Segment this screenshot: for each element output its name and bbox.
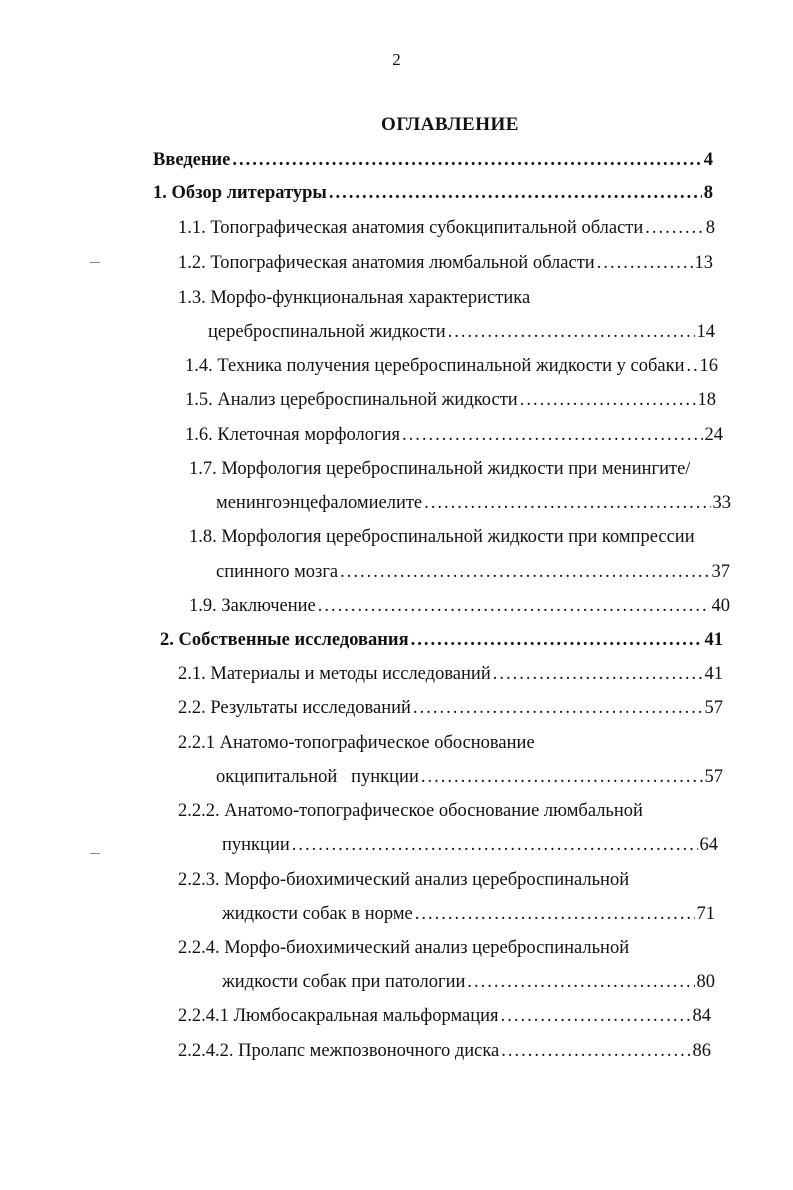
toc-entry-text: 2.2.2. Анатомо-топографическое обоснование люмбальной: [178, 801, 643, 821]
toc-entry-text: жидкости собак при патологии: [222, 972, 466, 992]
toc-entry-text: пункции: [222, 835, 290, 855]
scan-artifact-mark: [90, 853, 100, 854]
toc-entry-page: 13: [694, 253, 713, 273]
toc-entry-text: 1.7. Морфология цереброспинальной жидкости при менингите/: [189, 459, 691, 479]
toc-leader: [232, 148, 701, 172]
toc-leader: [318, 594, 710, 618]
toc-entry-text: 2.2.1 Анатомо-топографическое обоснование: [178, 733, 535, 753]
toc-entry-page: 14: [696, 322, 715, 342]
toc-entry-1-1[interactable]: [178, 216, 715, 240]
toc-entry-2[interactable]: [160, 628, 723, 652]
toc-leader: [520, 388, 696, 412]
toc-entry-page: 37: [711, 562, 730, 582]
toc-entry-page: 8: [705, 218, 715, 238]
toc-entry-text: жидкости собак в норме: [222, 904, 413, 924]
toc-entry-2-2-4-2[interactable]: [178, 1039, 711, 1063]
toc-entry-2-1[interactable]: [178, 662, 723, 686]
toc-entry-1-3[interactable]: [178, 286, 530, 310]
toc-entry-text: 2.2.3. Морфо-биохимический анализ цереброспинальной: [178, 870, 630, 890]
toc-entry-text: 1. Обзор литературы: [153, 183, 327, 203]
toc-entry-1-9[interactable]: [189, 594, 730, 618]
toc-entry-page: 57: [704, 698, 723, 718]
toc-title: ОГЛАВЛЕНИЕ: [381, 114, 519, 135]
toc-entry-text: менингоэнцефаломиелите: [216, 493, 423, 513]
toc-entry-page: 71: [696, 904, 715, 924]
toc-entry-1-7[interactable]: [189, 457, 690, 481]
toc-entry-text: 1.9. Заключение: [189, 596, 316, 616]
toc-entry-text: 1.3. Морфо-функциональная характеристика: [178, 288, 531, 308]
toc-leader: [340, 560, 709, 584]
toc-entry-1-8-cont[interactable]: [216, 560, 730, 584]
toc-entry-1-7-cont[interactable]: [216, 491, 731, 515]
toc-entry-page: 24: [704, 425, 723, 445]
toc-entry-2-2-4[interactable]: [178, 936, 629, 960]
toc-leader: [329, 181, 702, 205]
toc-entry-1-6[interactable]: [185, 423, 723, 447]
toc-leader: [493, 662, 703, 686]
toc-entry-2-2-3-cont[interactable]: [222, 902, 715, 926]
toc-entry-1-5[interactable]: [185, 388, 716, 412]
page-number: 2: [392, 50, 401, 69]
toc-entry-text: 1.2. Топографическая анатомия люмбальной области: [178, 253, 595, 273]
toc-entry-page: 41: [704, 664, 723, 684]
toc-entry-page: 4: [703, 150, 713, 170]
toc-entry-text: 2.2. Результаты исследований: [178, 698, 411, 718]
toc-entry-2-2[interactable]: [178, 696, 723, 720]
toc-entry-page: 64: [699, 835, 718, 855]
toc-leader: [448, 320, 695, 344]
toc-leader: [402, 423, 703, 447]
toc-entry-1-3-cont[interactable]: [208, 320, 715, 344]
toc-entry-text: 1.6. Клеточная морфология: [185, 425, 400, 445]
toc-entry-intro[interactable]: [153, 148, 713, 172]
toc-entry-page: 8: [703, 183, 713, 203]
toc-entry-text: 2.2.4. Морфо-биохимический анализ цереброспинальной: [178, 938, 630, 958]
toc-entry-page: 40: [711, 596, 730, 616]
toc-entry-page: 86: [692, 1041, 711, 1061]
toc-entry-1-4[interactable]: [185, 354, 718, 378]
toc-entry-text: окципитальной пункции: [216, 767, 419, 787]
toc-entry-text: спинного мозга: [216, 562, 339, 582]
toc-leader: [645, 216, 703, 240]
toc-leader: [413, 696, 703, 720]
toc-entry-page: 33: [712, 493, 731, 513]
toc-entry-text: 1.8. Морфология цереброспинальной жидкости при компрессии: [189, 527, 695, 547]
toc-leader: [424, 491, 710, 515]
scan-artifact-mark: [90, 262, 100, 263]
toc-leader: [686, 354, 697, 378]
toc-entry-2-2-2-cont[interactable]: [222, 833, 718, 857]
toc-entry-text: 2.1. Материалы и методы исследований: [178, 664, 491, 684]
toc-entry-text: 1.1. Топографическая анатомия субокципитальной области: [178, 218, 644, 238]
toc-leader: [421, 765, 703, 789]
toc-entry-text: 2.2.4.1 Люмбосакральная мальформация: [178, 1006, 499, 1026]
toc-leader: [501, 1039, 690, 1063]
toc-entry-1[interactable]: [153, 181, 713, 205]
toc-entry-text: 1.5. Анализ цереброспинальной жидкости: [185, 390, 518, 410]
toc-entry-2-2-2[interactable]: [178, 799, 643, 823]
toc-entry-2-2-4-cont[interactable]: [222, 970, 715, 994]
toc-entry-page: 16: [699, 356, 718, 376]
toc-entry-2-2-4-1[interactable]: [178, 1004, 711, 1028]
toc-leader: [597, 251, 693, 275]
toc-leader: [292, 833, 698, 857]
toc-leader: [501, 1004, 691, 1028]
toc-entry-page: 41: [704, 630, 723, 650]
toc-entry-text: 1.4. Техника получения цереброспинальной жидкости у собаки: [185, 356, 685, 376]
toc-entry-page: 57: [704, 767, 723, 787]
toc-entry-1-2[interactable]: [178, 251, 713, 275]
toc-entry-2-2-1[interactable]: [178, 731, 535, 755]
toc-leader: [415, 902, 695, 926]
toc-entry-text: 2. Собственные исследования: [160, 630, 409, 650]
toc-entry-page: 80: [696, 972, 715, 992]
toc-entry-text: цереброспинальной жидкости: [208, 322, 446, 342]
toc-entry-2-2-1-cont[interactable]: [216, 765, 723, 789]
toc-leader: [467, 970, 694, 994]
toc-entry-1-8[interactable]: [189, 525, 695, 549]
toc-entry-2-2-3[interactable]: [178, 868, 629, 892]
toc-entry-text: Введение: [153, 150, 231, 170]
toc-leader: [411, 628, 703, 652]
toc-entry-page: 18: [697, 390, 716, 410]
toc-entry-text: 2.2.4.2. Пролапс межпозвоночного диска: [178, 1041, 500, 1061]
toc-entry-page: 84: [692, 1006, 711, 1026]
